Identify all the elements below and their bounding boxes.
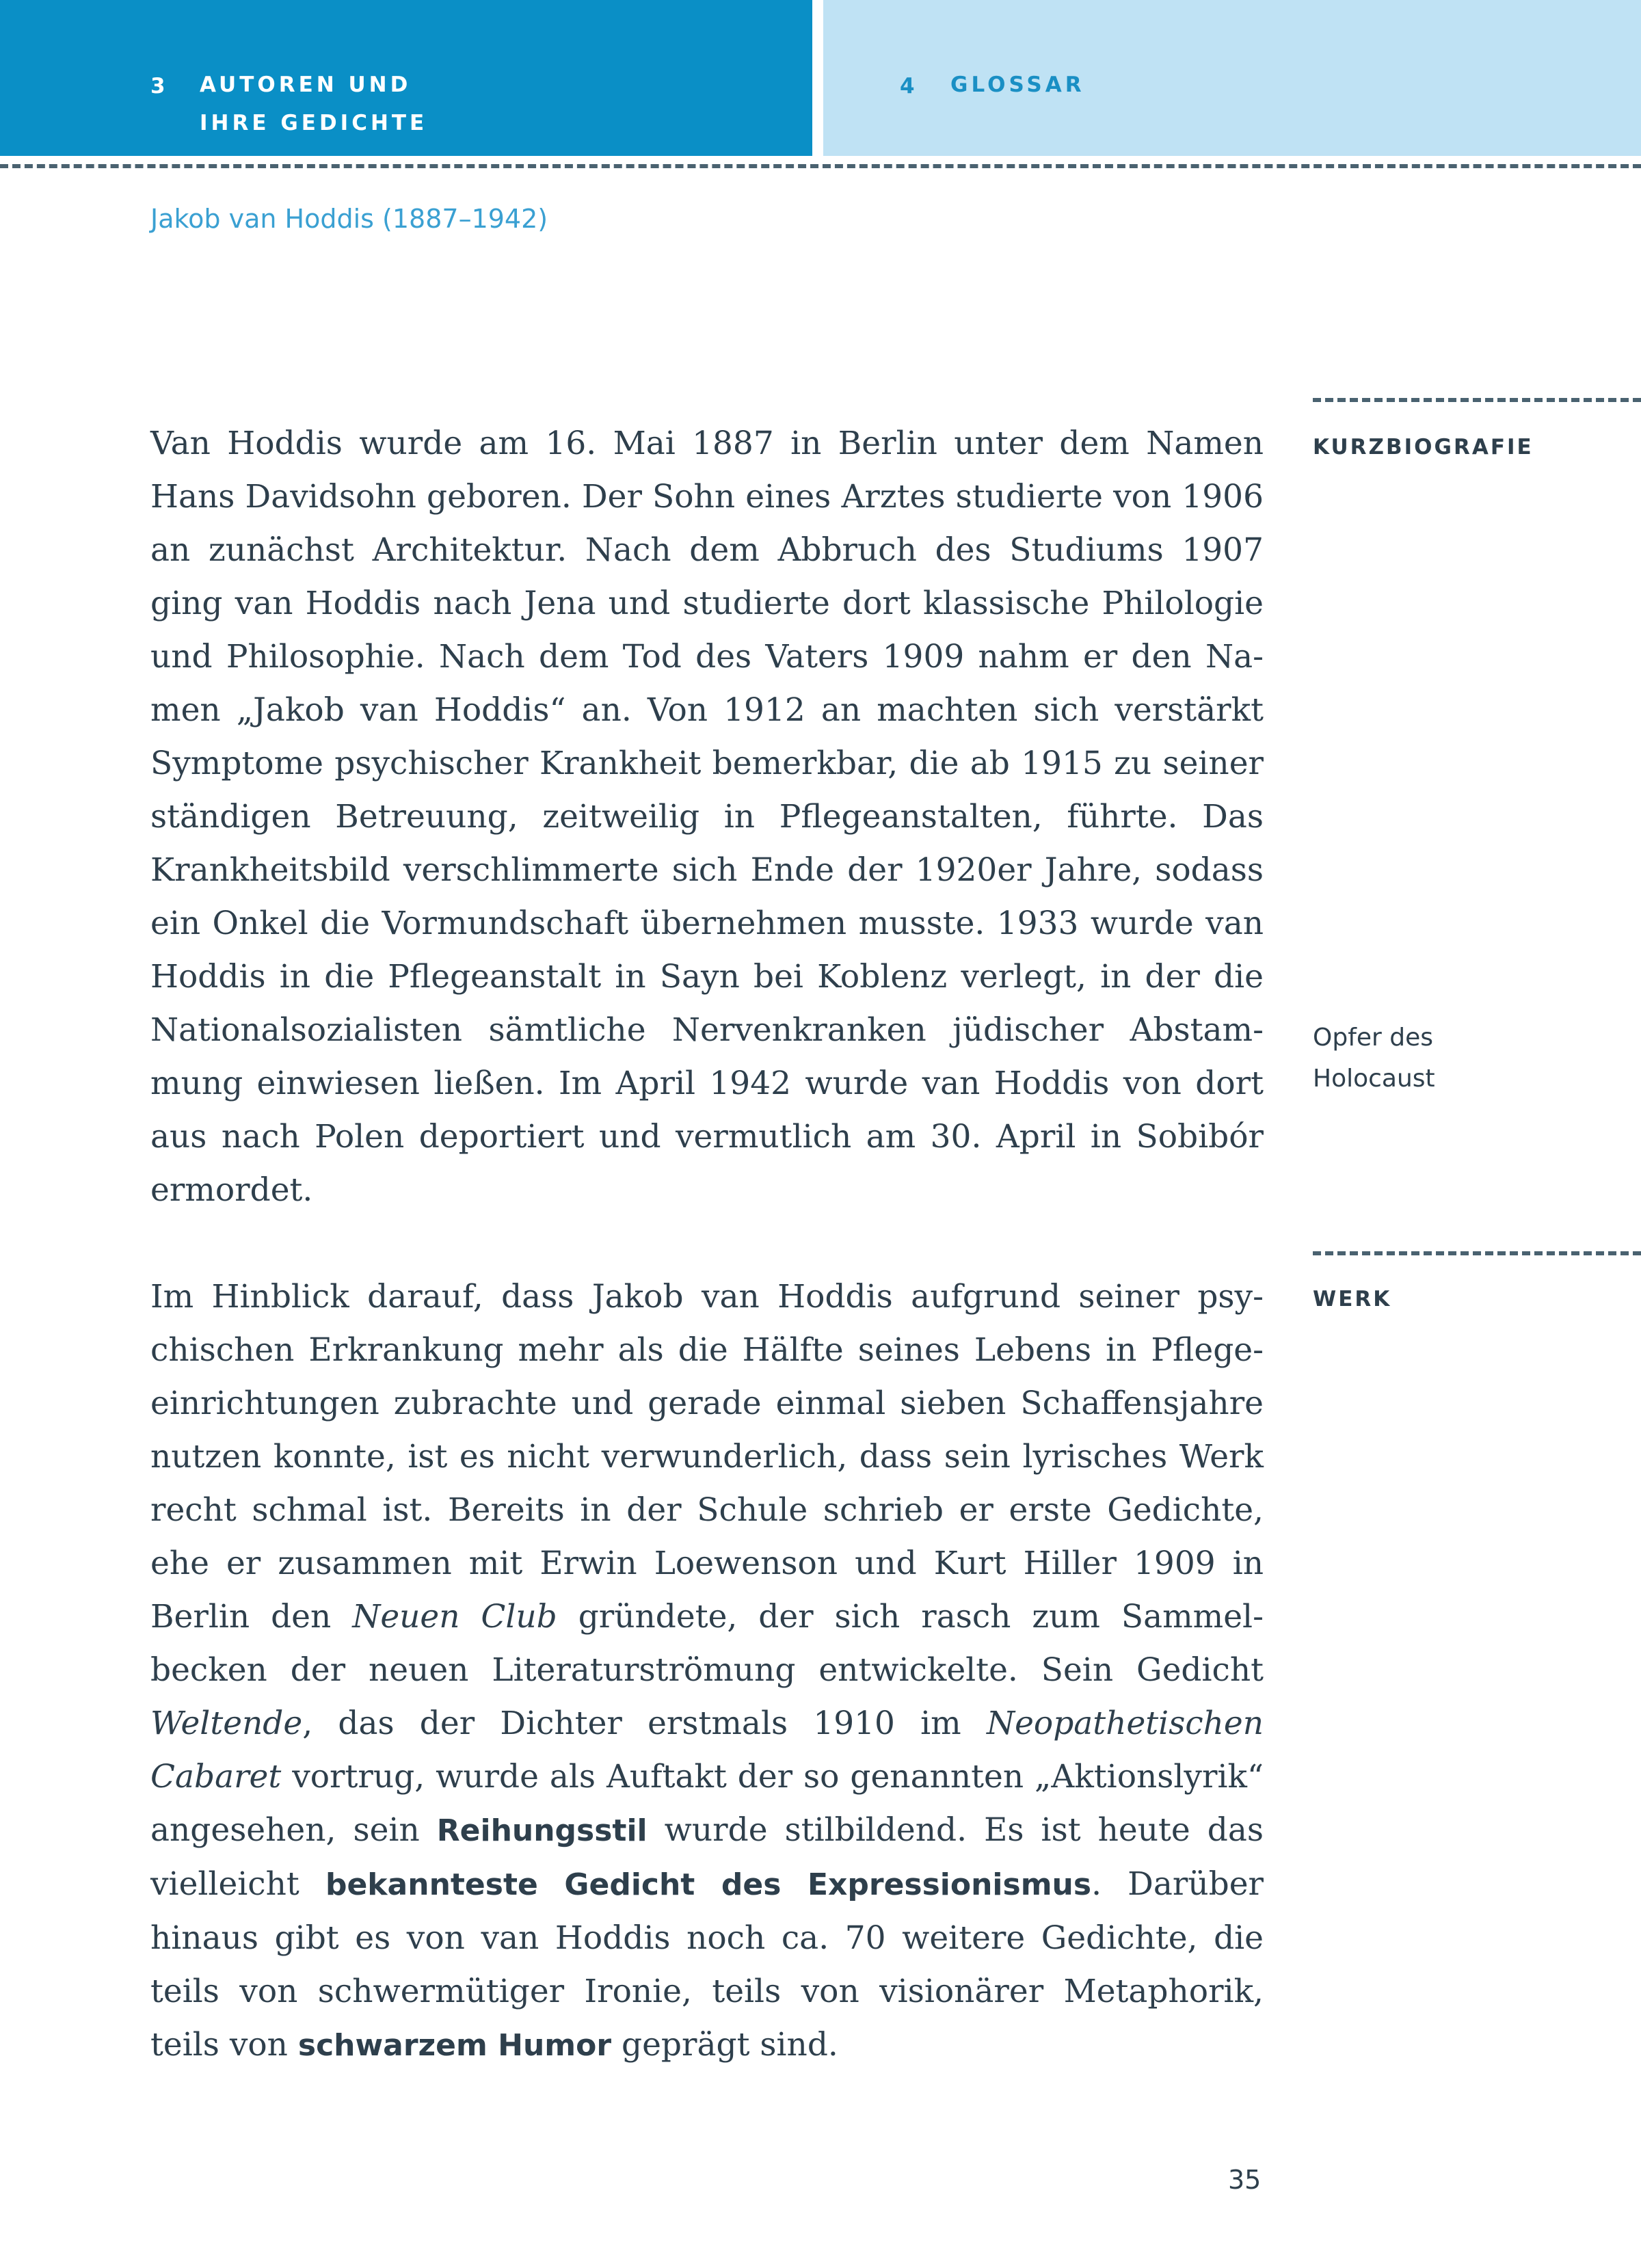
text-run: , das der Dichter erstmals 1910 im [302,1705,987,1742]
work-paragraph [150,1270,1264,2072]
bold-keyword: bekannteste Gedicht des Expressionismus [325,1867,1092,1902]
header-divider [0,164,1641,168]
chapter-number: 3 [150,74,168,98]
italic-title: Weltende [150,1705,303,1742]
bold-keyword: schwarzem Humor [297,2028,612,2063]
biography-paragraph: Van Hoddis wurde am 16. Mai 1887 in Berlin unter dem Namen Hans Davidsohn geboren. Der Sohn eines Arztes studierte von 1906 an zunächst Architektur. Nach dem Abbruch des Studiums 1907 ging van Hoddis nach Jena und studierte dort klassische Philologie und Philosophie. Nach dem Tod des Vaters 1909 nahm er den Namen „Jakob van Hoddis“ an. Von 1912 an machten sich verstärkt Symptome psychischer Krankheit bemerkbar, die ab 1915 zu seiner ständigen Betreuung, zeitweilig in Pflegeanstalten, führte. Das Krankheitsbild verschlimmerte sich Ende der 1920er Jahre, sodass ein Onkel die Vormundschaft übernehmen musste. 1933 wurde van Hoddis in die Pflegeanstalt in Sayn bei Koblenz verlegt, in der die Nationalsozialisten sämtliche Nervenkranken jüdischer Abstammung einwiesen ließen. Im April 1942 wurde van Hoddis von dort aus nach Polen deportiert und vermutlich am 30. April in Sobibór ermordet. [150,425,1264,1209]
bold-keyword: Reihungsstil [436,1813,648,1848]
chapter-number: 4 [900,74,917,98]
chapter-tab-glossar[interactable] [823,0,1641,156]
text-run: vortrug, wurde als Auftakt der so genannten „Aktionslyrik“ angesehen, sein [150,1758,1264,1849]
text-run: geprägt sind. [611,2026,838,2064]
italic-title: Neuen Club [352,1598,557,1636]
text-run: Im Hinblick darauf, dass Jakob van Hoddis aufgrund seiner psychischen Erkrankung mehr als die Hälfte seines Lebens in Pflegeeinrichtungen zubrachte und gerade einmal sieben Schaffensjahre nutzen konnte, ist es nicht verwunderlich, dass sein lyrisches Werk recht schmal ist. Bereits in der Schule schrieb er erste Gedichte, ehe er zusammen mit Erwin Loewenson und Kurt Hiller 1909 in Berlin den [150,1278,1264,1636]
chapter-label: AUTOREN UND IHRE GEDICHTE [200,72,428,135]
chapter-label: GLOSSAR [950,72,1085,97]
text-run: gründete, der sich rasch zum Sammelbecken der neuen Literaturströmung entwickelte. Sein Gedicht [150,1598,1264,1689]
margin-divider [1313,398,1641,402]
margin-heading-kurzbiografie: KURZBIOGRAFIE [1313,435,1534,459]
italic-title: Neopathetischen Cabaret [150,1705,1264,1796]
page-header [0,0,1641,156]
text-run: . Darüber hinaus gibt es von van Hoddis noch ca. 70 weitere Gedichte, die teils von schwermütiger Ironie, teils von visionärer Metaphorik, teils von [150,1865,1264,2064]
margin-note: Opfer des Holocaust [1313,1024,1435,1093]
margin-heading-werk: WERK [1313,1287,1392,1311]
running-head: Jakob van Hoddis (1887–1942) [150,204,548,234]
chapter-tab-autoren[interactable] [0,0,812,156]
text-run: wurde stilbildend. Es ist heute das vielleicht [150,1811,1264,1903]
page-number: 35 [1228,2165,1262,2195]
margin-divider [1313,1251,1641,1255]
